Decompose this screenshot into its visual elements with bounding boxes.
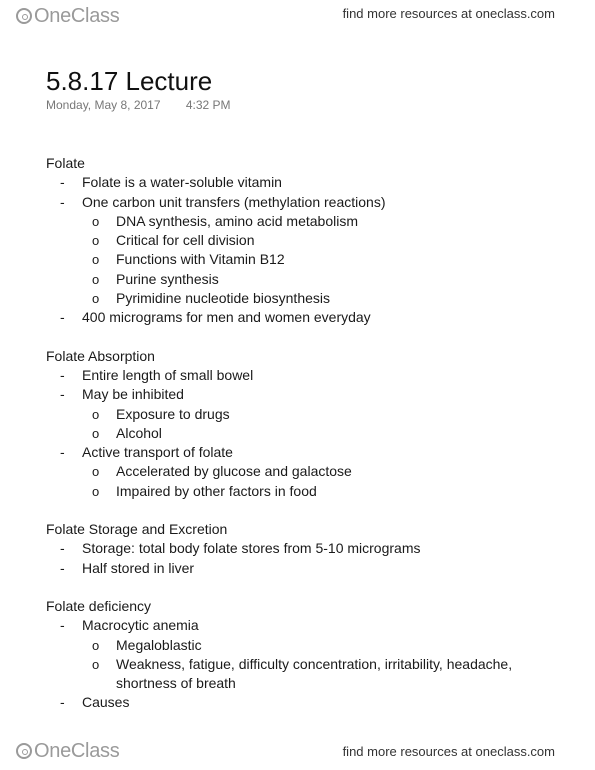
list-item	[46, 385, 576, 404]
circle-bullet: o	[92, 252, 100, 268]
sub-list-item	[46, 405, 576, 424]
circle-bullet: o	[92, 213, 100, 229]
oneclass-logo[interactable]	[16, 3, 119, 29]
list-item-text: Exposure to drugs	[116, 405, 230, 422]
dash-bullet: -	[60, 309, 65, 326]
circle-bullet: o	[92, 271, 100, 287]
sub-list-item	[46, 212, 576, 231]
footer-tagline-link[interactable]: find more resources at oneclass.com	[342, 744, 555, 759]
list-item	[46, 308, 576, 327]
dash-bullet: -	[60, 540, 65, 557]
logo-text: OneClass	[34, 4, 120, 27]
section-folate	[46, 154, 576, 328]
list-item-text: Megaloblastic	[116, 636, 202, 653]
list-item	[46, 539, 576, 558]
list-item-text: Functions with Vitamin B12	[116, 251, 285, 268]
notes-body	[46, 154, 576, 732]
list-item-text: One carbon unit transfers (methylation reactions)	[82, 193, 386, 210]
oneclass-logo-footer[interactable]	[16, 738, 119, 764]
list-item-text: Pyrimidine nucleotide biosynthesis	[116, 290, 330, 307]
list-item	[46, 693, 576, 712]
page-time: 4:32 PM	[185, 98, 231, 112]
list-item-text: Storage: total body folate stores from 5-10 micrograms	[82, 540, 421, 557]
circle-bullet: o	[92, 425, 100, 441]
sub-list-item	[46, 636, 576, 655]
section-folate-deficiency	[46, 597, 576, 713]
list-item	[46, 559, 576, 578]
oneclass-logo-icon	[16, 8, 32, 24]
list-item	[46, 366, 576, 385]
sub-list-item	[46, 482, 576, 501]
header-tagline-link[interactable]: find more resources at oneclass.com	[342, 6, 555, 21]
list-item-text: Alcohol	[116, 424, 162, 441]
circle-bullet: o	[92, 483, 100, 499]
list-item-text: DNA synthesis, amino acid metabolism	[116, 212, 358, 229]
sub-list-item	[46, 462, 576, 481]
list-item	[46, 616, 576, 635]
list-item-text: Purine synthesis	[116, 270, 219, 287]
page-date: Monday, May 8, 2017	[46, 98, 161, 112]
section-folate-absorption	[46, 347, 576, 501]
section-heading: Folate deficiency	[46, 597, 152, 614]
list-item	[46, 193, 576, 212]
list-item-text: Folate is a water-soluble vitamin	[82, 174, 282, 191]
list-item-text: Impaired by other factors in food	[116, 482, 317, 499]
sub-list-item	[46, 655, 576, 694]
sub-list-item	[46, 270, 576, 289]
sub-list-item	[46, 289, 576, 308]
dash-bullet: -	[60, 366, 65, 383]
list-item-text: Critical for cell division	[116, 232, 255, 249]
section-folate-storage	[46, 520, 576, 578]
circle-bullet: o	[92, 637, 100, 653]
sub-list-item	[46, 424, 576, 443]
list-item	[46, 173, 576, 192]
dash-bullet: -	[60, 174, 65, 191]
dash-bullet: -	[60, 694, 65, 711]
page-title: 5.8.17 Lecture	[46, 66, 213, 96]
section-heading: Folate	[46, 155, 85, 171]
sub-list-item	[46, 250, 576, 269]
list-item-text: Causes	[82, 694, 130, 711]
dash-bullet: -	[60, 617, 65, 634]
list-item-text: May be inhibited	[82, 386, 184, 403]
list-item-text: Entire length of small bowel	[82, 366, 254, 383]
logo-text: OneClass	[34, 739, 120, 762]
section-heading: Folate Storage and Excretion	[46, 521, 228, 538]
circle-bullet: o	[92, 406, 100, 422]
list-item-text: Accelerated by glucose and galactose	[116, 463, 352, 480]
circle-bullet: o	[92, 291, 100, 307]
sub-list-item	[46, 231, 576, 250]
dash-bullet: -	[60, 193, 65, 210]
list-item-text: Macrocytic anemia	[82, 617, 199, 634]
list-item-text: Active transport of folate	[82, 444, 233, 461]
list-item	[46, 443, 576, 462]
list-item-text: Half stored in liver	[82, 559, 195, 576]
dash-bullet: -	[60, 444, 65, 461]
circle-bullet: o	[92, 233, 100, 249]
section-heading: Folate Absorption	[46, 347, 155, 364]
circle-bullet: o	[92, 656, 100, 672]
dash-bullet: -	[60, 386, 65, 403]
list-item-text: 400 micrograms for men and women everyday	[82, 309, 371, 326]
list-item-text: Weakness, fatigue, difficulty concentration, irritability, headache, shortness of breath	[116, 655, 513, 692]
dash-bullet: -	[60, 559, 65, 576]
page-meta	[46, 98, 231, 112]
circle-bullet: o	[92, 464, 100, 480]
oneclass-logo-icon	[16, 743, 32, 759]
